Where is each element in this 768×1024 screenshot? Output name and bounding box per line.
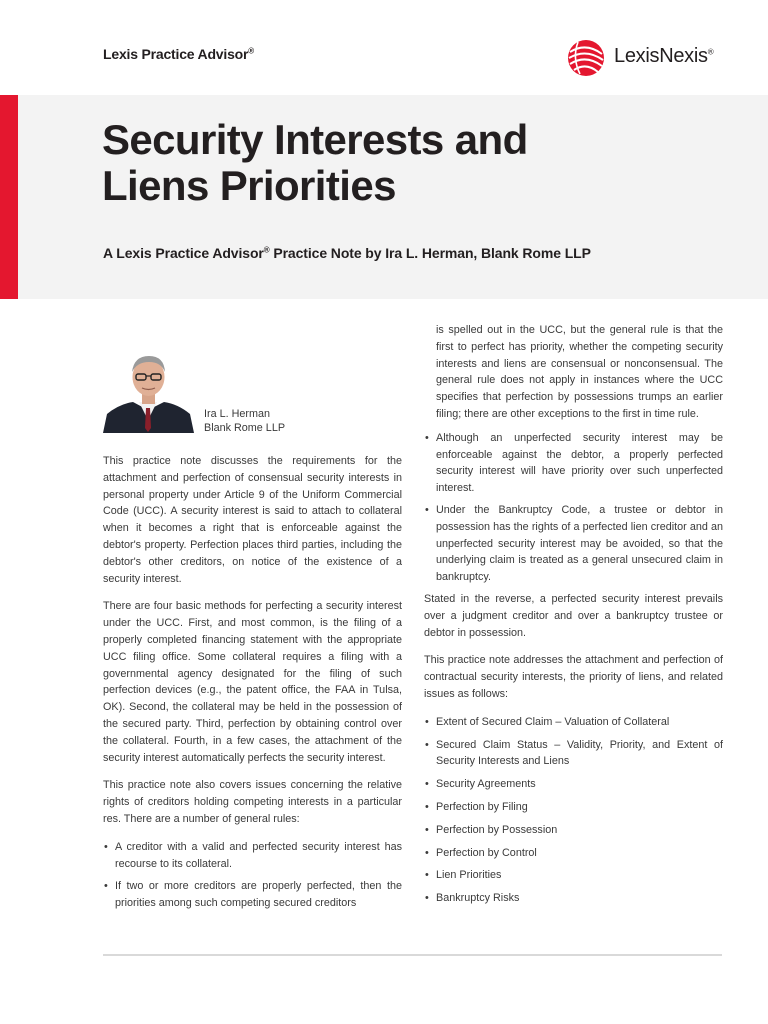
rules-list: [103, 839, 402, 912]
intro-paragraph: This practice note discusses the requirements for the attachment and perfection of consensual security interests in personal property under Article 9 of the Uniform Commercial Code (UCC). A security interest is said to attach to collateral when it becomes a right that is enforceable against the debtor's property. Perfection places third parties, including the debtor's other creditors, on notice of the existence of a security interest.: [103, 455, 402, 585]
list-item: • Although an unperfected security interest may be enforceable against the debtor, a properly perfected security interest will have priority over such unperfected interest.: [424, 430, 723, 497]
left-column: [103, 453, 402, 912]
topic-item: • Lien Priorities: [424, 867, 723, 884]
logo-wordmark: LexisNexis®: [614, 45, 714, 67]
accent-strip: [0, 95, 18, 299]
page-header: [0, 0, 768, 95]
topic-item: • Perfection by Control: [424, 845, 723, 862]
rules-list-continued: [424, 430, 723, 586]
author-name: Ira L. Herman: [204, 408, 271, 420]
list-item: • Under the Bankruptcy Code, a trustee or debtor in possession has the rights of a perfected lien creditor and an unperfected security interest may be avoided, so that the underlying claim is treated as a general unsecured claim in bankruptcy.: [424, 502, 723, 586]
scope-paragraph: This practice note addresses the attachment and perfection of contractual security interests, the priority of liens, and related issues as follows:: [424, 654, 723, 700]
title-banner: [0, 95, 768, 299]
page-title: Security Interests and Liens Priorities: [102, 116, 528, 209]
topic-item: • Perfection by Filing: [424, 799, 723, 816]
author-credit: [204, 407, 285, 435]
page-subtitle: A Lexis Practice Advisor® Practice Note by Ira L. Herman, Blank Rome LLP: [103, 245, 591, 261]
list-item: • A creditor with a valid and perfected security interest has recourse to its collateral.: [103, 839, 402, 873]
brand-name: Lexis Practice Advisor®: [103, 46, 254, 62]
footer-divider: [103, 954, 722, 956]
topic-item: • Security Agreements: [424, 776, 723, 793]
topic-item: • Extent of Secured Claim – Valuation of Collateral: [424, 714, 723, 731]
lexisnexis-logo: [566, 38, 736, 78]
author-firm: Blank Rome LLP: [204, 422, 286, 434]
reverse-paragraph: Stated in the reverse, a perfected security interest prevails over a judgment creditor and over a bankruptcy trustee or debtor in possession.: [424, 592, 723, 639]
rule-continuation: is spelled out in the UCC, but the general rule is that the first to perfect has priority, whether the competing security interests and liens are consensual or nonconsensual. The general rule does not apply in instances where the UCC specifies that perfection by possessions trumps an earlier filing; there are other exceptions to the first in time rule.: [436, 324, 723, 420]
list-item: • If two or more creditors are properly perfected, then the priorities among such competing secured creditors: [103, 878, 402, 912]
topic-item: • Bankruptcy Risks: [424, 890, 723, 907]
right-column: [424, 322, 723, 907]
rules-intro-paragraph: This practice note also covers issues concerning the relative rights of creditors holding competing interests in a particular res. There are a number of general rules:: [103, 779, 402, 825]
author-photo: [103, 348, 194, 433]
topic-item: • Perfection by Possession: [424, 822, 723, 839]
topic-item: • Secured Claim Status – Validity, Priority, and Extent of Security Interests and Liens: [424, 737, 723, 771]
methods-paragraph: There are four basic methods for perfecting a security interest under the UCC. First, and most common, is the filing of a properly completed financing statement with the appropriate UCC filing office. Some collateral requires a filing with a governmental agency designated for the filing of such perfection devices (e.g., the patent office, the FAA in Tulsa, OK). Second, the collateral may be held in the possession of the secured party. Third, perfection by obtaining control over the collateral. Fourth, in a few cases, the attachment of the security interest automatically perfects the security interest.: [103, 600, 402, 764]
topics-list: [424, 714, 723, 907]
lexisnexis-globe-icon: [566, 38, 606, 78]
